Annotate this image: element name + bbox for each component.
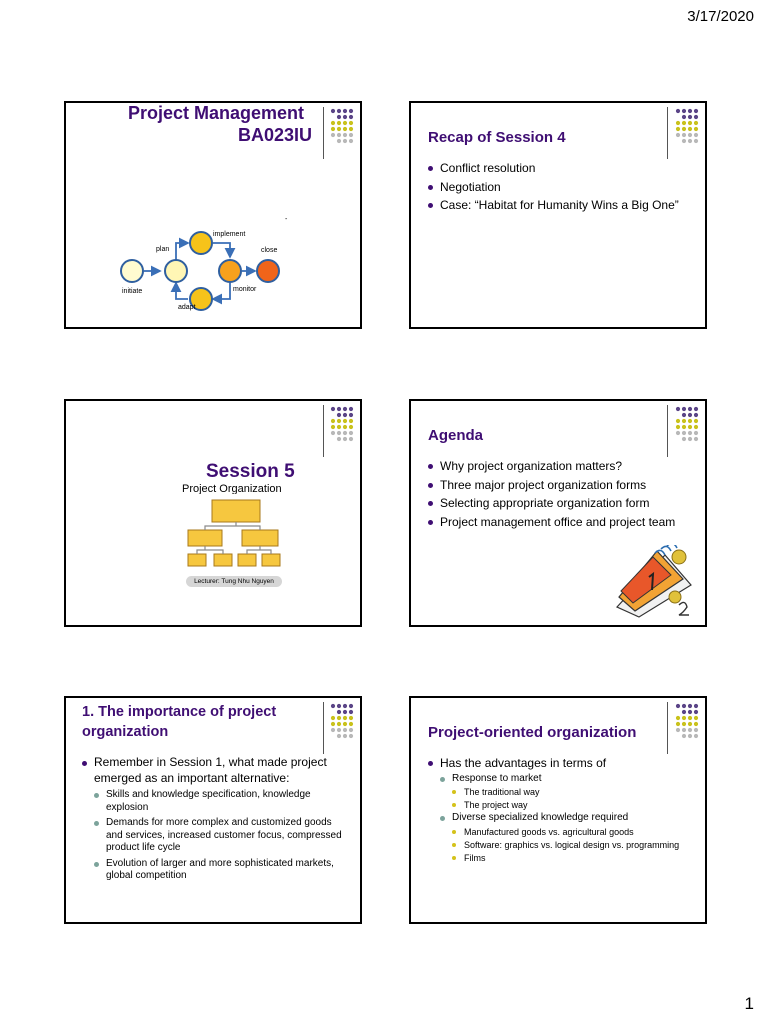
decor-dot — [688, 734, 692, 738]
decor-dot — [349, 419, 353, 423]
decor-dot — [343, 425, 347, 429]
decor-dot — [676, 704, 680, 708]
decor-dot — [688, 425, 692, 429]
decor-dot — [682, 139, 686, 143]
bullet-item: Has the advantages in terms of — [428, 754, 700, 773]
slide-4-bullets — [428, 457, 698, 531]
decor-dot — [337, 425, 341, 429]
bullet-item: Three major project organization forms — [428, 476, 698, 495]
plan-circle — [165, 260, 187, 282]
decor-dot — [349, 115, 353, 119]
decor-dot — [688, 127, 692, 131]
decor-dot — [337, 437, 341, 441]
decor-dot — [682, 710, 686, 714]
decor-dot — [676, 722, 680, 726]
decor-dot — [343, 139, 347, 143]
decor-dot — [337, 127, 341, 131]
cycle-label-plan: plan — [156, 246, 170, 253]
decor-dot — [694, 133, 698, 137]
decor-dot — [676, 133, 680, 137]
decor-dot — [688, 431, 692, 435]
slide-2-bullets — [428, 159, 698, 215]
project-cycle-diagram — [118, 225, 293, 313]
slide-1 — [64, 101, 362, 329]
decor-dot — [682, 437, 686, 441]
decor-dot — [682, 722, 686, 726]
dots-decoration-icon — [330, 703, 354, 757]
decor-dot — [349, 121, 353, 125]
decor-dot — [331, 121, 335, 125]
decor-dot — [676, 121, 680, 125]
decor-dot — [682, 133, 686, 137]
decor-dot — [688, 722, 692, 726]
decor-dot — [682, 704, 686, 708]
dots-decoration-icon — [330, 406, 354, 460]
decor-dot — [349, 127, 353, 131]
slide-divider-line — [667, 405, 668, 457]
decor-dot — [343, 407, 347, 411]
decor-dot — [337, 734, 341, 738]
cycle-label-monitor: monitor — [233, 286, 257, 293]
dots-decoration-icon — [675, 703, 699, 757]
decor-dot — [337, 115, 341, 119]
decor-dot — [682, 431, 686, 435]
calendar-clipart-icon — [609, 545, 697, 619]
decor-dot — [694, 413, 698, 417]
decor-dot — [331, 419, 335, 423]
bullet-item: Negotiation — [428, 178, 698, 197]
decor-dot — [694, 115, 698, 119]
slide-3-subtitle: Project Organization — [182, 483, 282, 494]
slide-2-title: Recap of Session 4 — [428, 129, 566, 146]
decor-dot — [349, 704, 353, 708]
decor-dot — [694, 407, 698, 411]
decor-dot — [349, 722, 353, 726]
decor-dot — [349, 431, 353, 435]
sub-bullet-item: Response to market — [440, 773, 700, 786]
bullet-item: Selecting appropriate organization form — [428, 494, 698, 513]
decor-dot — [682, 734, 686, 738]
slide-5-title-line2: organization — [82, 724, 169, 740]
page-date: 3/17/2020 — [687, 8, 754, 25]
decor-dot — [343, 722, 347, 726]
slide-6-title: Project-oriented organization — [428, 724, 637, 741]
decor-dot — [349, 407, 353, 411]
decor-dot — [682, 425, 686, 429]
decor-dot — [694, 728, 698, 732]
decor-dot — [343, 109, 347, 113]
implement-circle — [190, 232, 212, 254]
decor-dot — [331, 722, 335, 726]
slide-5-title-line1: 1. The importance of project — [82, 704, 277, 720]
decor-dot — [343, 437, 347, 441]
slide-3 — [64, 399, 362, 627]
decor-dot — [343, 413, 347, 417]
decor-dot — [688, 121, 692, 125]
decor-dot — [337, 431, 341, 435]
decor-dot — [337, 710, 341, 714]
bullet-item: Why project organization matters? — [428, 457, 698, 476]
decor-dot — [343, 704, 347, 708]
decor-dot — [688, 115, 692, 119]
decor-dot — [349, 710, 353, 714]
sub-sub-bullet-item: The traditional way — [452, 786, 700, 799]
decor-dot — [682, 121, 686, 125]
decor-dot — [343, 716, 347, 720]
decor-dot — [688, 139, 692, 143]
bullet-item — [82, 754, 344, 786]
decor-dot — [694, 734, 698, 738]
slide-6-bullets — [428, 754, 700, 865]
bullet-line: emerged as an important alternative: — [94, 771, 290, 785]
decor-dot — [694, 431, 698, 435]
decor-dot — [688, 716, 692, 720]
decor-dot — [337, 419, 341, 423]
decor-dot — [331, 704, 335, 708]
decor-dot — [688, 419, 692, 423]
decor-dot — [337, 139, 341, 143]
decor-dot — [694, 425, 698, 429]
decor-dot — [349, 437, 353, 441]
bullet-line: Remember in Session 1, what made project — [94, 755, 327, 769]
decor-dot — [688, 407, 692, 411]
decor-dot — [676, 407, 680, 411]
bullet-item: Conflict resolution — [428, 159, 698, 178]
sub-bullet-item: Evolution of larger and more sophisticated markets, global competition — [94, 858, 344, 883]
decor-dot — [688, 109, 692, 113]
decor-dot — [331, 425, 335, 429]
slide-6 — [409, 696, 707, 924]
slide-divider-line — [323, 702, 324, 754]
slide-divider-line — [667, 107, 668, 159]
decor-dot — [682, 716, 686, 720]
decor-dot — [331, 728, 335, 732]
decor-dot — [682, 419, 686, 423]
decor-dot — [343, 728, 347, 732]
decor-dot — [337, 722, 341, 726]
slide-5-bullets — [82, 754, 344, 886]
slide-4-title: Agenda — [428, 427, 484, 444]
decor-dot — [343, 419, 347, 423]
cycle-label-initiate: initiate — [122, 288, 143, 295]
decor-dot — [676, 716, 680, 720]
decor-dot — [349, 413, 353, 417]
cycle-label-implement: implement — [213, 231, 246, 238]
sub-bullet-item: Skills and knowledge specification, knowledge explosion — [94, 789, 344, 814]
decor-dot — [676, 109, 680, 113]
decor-dot — [337, 407, 341, 411]
decor-dot — [349, 139, 353, 143]
decor-dot — [331, 109, 335, 113]
decor-dot — [694, 704, 698, 708]
decor-dot — [676, 728, 680, 732]
decor-dot — [349, 734, 353, 738]
decor-dot — [343, 710, 347, 714]
slide-divider-line — [323, 107, 324, 159]
cycle-label-close: close — [261, 247, 278, 254]
decor-dot — [694, 716, 698, 720]
decor-dot — [694, 437, 698, 441]
decor-dot — [682, 413, 686, 417]
slide-1-title-line1: Project Management — [128, 103, 305, 123]
sub-sub-bullet-item: Software: graphics vs. logical design vs. programming — [452, 839, 700, 852]
sub-sub-bullet-item: The project way — [452, 799, 700, 812]
decor-dot — [682, 109, 686, 113]
slide-2 — [409, 101, 707, 329]
decor-dot — [676, 419, 680, 423]
stray-mark: - — [285, 216, 288, 223]
decor-dot — [343, 734, 347, 738]
decor-dot — [676, 127, 680, 131]
decor-dot — [676, 431, 680, 435]
decor-dot — [688, 437, 692, 441]
decor-dot — [694, 127, 698, 131]
decor-dot — [694, 419, 698, 423]
sub-bullet-item: Diverse specialized knowledge required — [440, 812, 700, 825]
org-chart-icon — [186, 498, 286, 570]
decor-dot — [349, 716, 353, 720]
slide-divider-line — [323, 405, 324, 457]
decor-dot — [694, 109, 698, 113]
monitor-circle — [219, 260, 241, 282]
decor-dot — [688, 413, 692, 417]
page-number: 1 — [744, 994, 754, 1013]
decor-dot — [694, 139, 698, 143]
decor-dot — [331, 127, 335, 131]
decor-dot — [682, 728, 686, 732]
decor-dot — [349, 728, 353, 732]
decor-dot — [688, 133, 692, 137]
dots-decoration-icon — [675, 406, 699, 460]
slide-4 — [409, 399, 707, 627]
decor-dot — [343, 115, 347, 119]
lecturer-name: Lecturer: Tung Nhu Nguyen — [194, 578, 274, 585]
decor-dot — [337, 716, 341, 720]
dots-decoration-icon — [330, 108, 354, 162]
bullet-item: Project management office and project team — [428, 513, 698, 532]
decor-dot — [343, 133, 347, 137]
decor-dot — [331, 716, 335, 720]
sub-sub-bullet-item: Manufactured goods vs. agricultural goods — [452, 826, 700, 839]
decor-dot — [331, 407, 335, 411]
decor-dot — [337, 109, 341, 113]
decor-dot — [343, 121, 347, 125]
decor-dot — [331, 431, 335, 435]
bullet-item: Case: “Habitat for Humanity Wins a Big One” — [428, 196, 698, 215]
sub-bullet-item: Demands for more complex and customized goods and services, increased customer focus, compressed product life cycle — [94, 817, 344, 855]
slide-5 — [64, 696, 362, 924]
decor-dot — [337, 728, 341, 732]
lecturer-label — [186, 576, 282, 587]
decor-dot — [349, 109, 353, 113]
dots-decoration-icon — [675, 108, 699, 162]
decor-dot — [694, 121, 698, 125]
decor-dot — [349, 425, 353, 429]
decor-dot — [688, 704, 692, 708]
decor-dot — [688, 728, 692, 732]
decor-dot — [694, 722, 698, 726]
initiate-circle — [121, 260, 143, 282]
decor-dot — [349, 133, 353, 137]
decor-dot — [676, 425, 680, 429]
decor-dot — [688, 710, 692, 714]
decor-dot — [343, 431, 347, 435]
slide-1-title-line2: BA023IU — [238, 125, 313, 145]
decor-dot — [331, 133, 335, 137]
decor-dot — [682, 115, 686, 119]
slide-divider-line — [667, 702, 668, 754]
decor-dot — [682, 407, 686, 411]
decor-dot — [337, 413, 341, 417]
sub-sub-bullet-item: Films — [452, 852, 700, 865]
slide-3-title: Session 5 — [206, 461, 295, 482]
decor-dot — [694, 710, 698, 714]
decor-dot — [337, 121, 341, 125]
decor-dot — [343, 127, 347, 131]
decor-dot — [682, 127, 686, 131]
decor-dot — [337, 133, 341, 137]
decor-dot — [337, 704, 341, 708]
cycle-label-adapt: adapt — [178, 304, 196, 311]
close-circle — [257, 260, 279, 282]
